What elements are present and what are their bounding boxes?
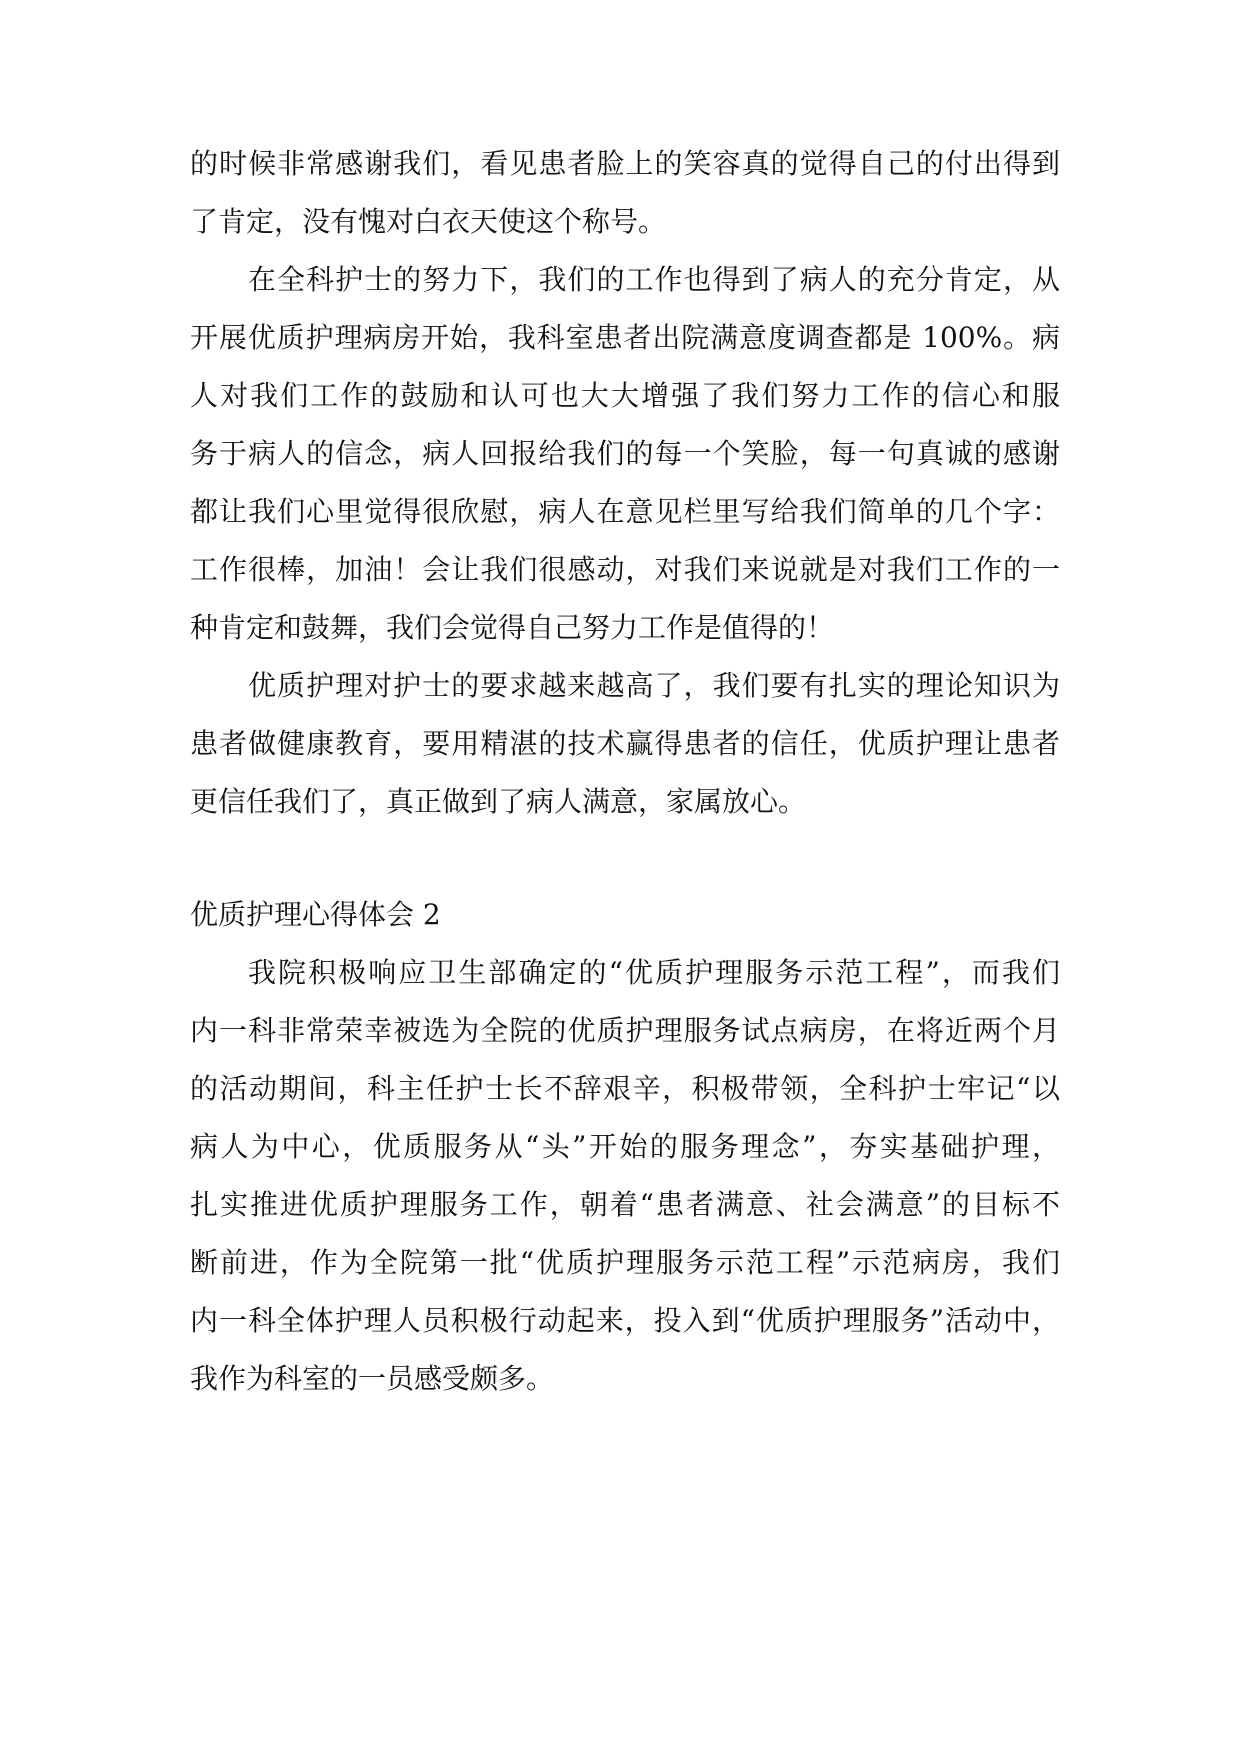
section-heading: 优质护理心得体会 2 xyxy=(190,898,441,931)
paragraph-4-line-6: 断前进，作为全院第一批“优质护理服务示范工程”示范病房，我们 xyxy=(190,1246,1060,1279)
paragraph-4-line-2: 内一科非常荣幸被选为全院的优质护理服务试点病房，在将近两个月 xyxy=(190,1014,1060,1047)
paragraph-2-line-6: 工作很棒，加油！会让我们很感动，对我们来说就是对我们工作的一 xyxy=(190,553,1060,586)
paragraph-4-line-5: 扎实推进优质护理服务工作，朝着“患者满意、社会满意”的目标不 xyxy=(190,1188,1060,1221)
paragraph-4-line-4: 病人为中心，优质服务从“头”开始的服务理念”，夯实基础护理， xyxy=(190,1130,1060,1163)
paragraph-2-line-3: 人对我们工作的鼓励和认可也大大增强了我们努力工作的信心和服 xyxy=(190,379,1060,412)
paragraph-2-line-7: 种肯定和鼓舞，我们会觉得自己努力工作是值得的！ xyxy=(190,611,835,644)
paragraph-4-line-8: 我作为科室的一员感受颇多。 xyxy=(190,1362,555,1395)
paragraph-4-line-1: 我院积极响应卫生部确定的“优质护理服务示范工程”，而我们 xyxy=(248,956,1060,989)
paragraph-4-line-3: 的活动期间，科主任护士长不辞艰辛，积极带领，全科护士牢记“以 xyxy=(190,1072,1060,1105)
paragraph-2-line-1: 在全科护士的努力下，我们的工作也得到了病人的充分肯定，从 xyxy=(248,263,1060,296)
paragraph-1-line-2: 了肯定，没有愧对白衣天使这个称号。 xyxy=(190,205,667,238)
paragraph-3-line-3: 更信任我们了，真正做到了病人满意，家属放心。 xyxy=(190,785,807,818)
paragraph-4-line-7: 内一科全体护理人员积极行动起来，投入到“优质护理服务”活动中， xyxy=(190,1304,1060,1337)
paragraph-2-line-5: 都让我们心里觉得很欣慰，病人在意见栏里写给我们简单的几个字： xyxy=(190,495,1060,528)
paragraph-3-line-1: 优质护理对护士的要求越来越高了，我们要有扎实的理论知识为 xyxy=(248,669,1060,702)
paragraph-2-line-4: 务于病人的信念，病人回报给我们的每一个笑脸，每一句真诚的感谢 xyxy=(190,437,1060,470)
paragraph-3-line-2: 患者做健康教育，要用精湛的技术赢得患者的信任，优质护理让患者 xyxy=(190,727,1060,760)
paragraph-2-line-2: 开展优质护理病房开始，我科室患者出院满意度调查都是 100%。病 xyxy=(190,321,1060,354)
paragraph-1-line-1: 的时候非常感谢我们，看见患者脸上的笑容真的觉得自己的付出得到 xyxy=(190,147,1060,180)
